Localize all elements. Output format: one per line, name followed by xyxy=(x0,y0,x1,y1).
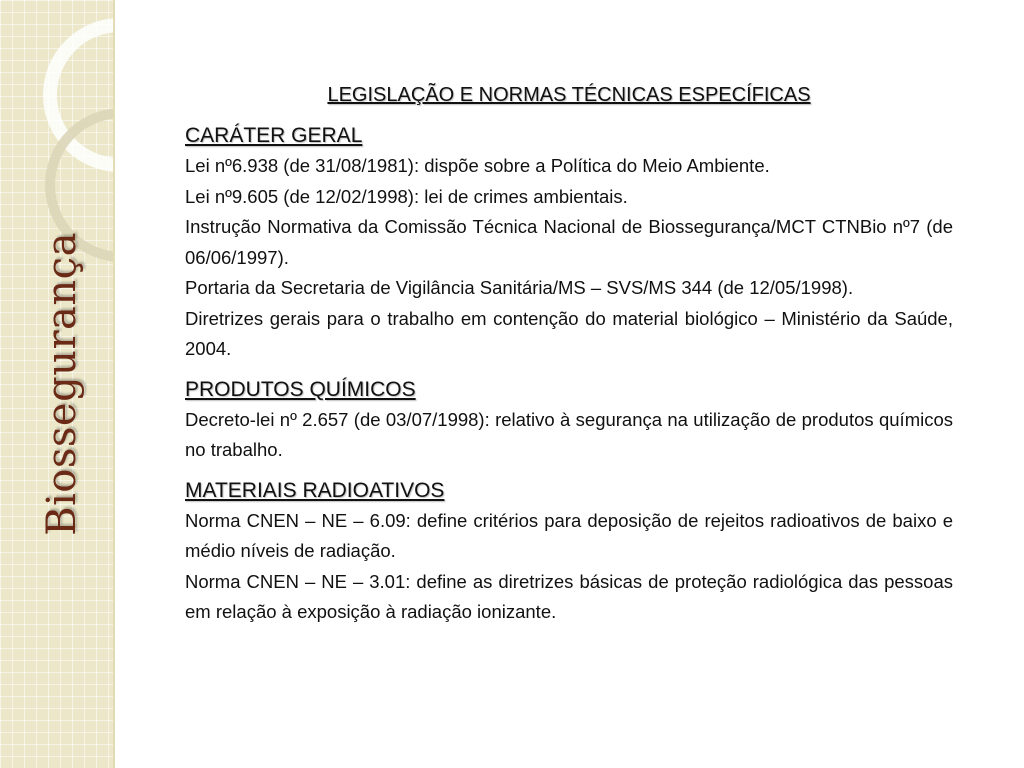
paragraph: Norma CNEN – NE – 3.01: define as diretrizes básicas de proteção radiológica das pessoas em relação à exposição à radiação ionizante. xyxy=(185,570,953,622)
paragraph: Norma CNEN – NE – 6.09: define critérios para deposição de rejeitos radioativos de baixo e médio níveis de radiação. xyxy=(185,509,953,561)
side-band xyxy=(0,0,115,768)
section-general xyxy=(185,121,953,365)
paragraph: Portaria da Secretaria de Vigilância Sanitária/MS – SVS/MS 344 (de 12/05/1998). xyxy=(185,277,854,298)
paragraph: Diretrizes gerais para o trabalho em contenção do material biológico – Ministério da Saúde, 2004. xyxy=(185,307,953,359)
section-title: CARÁTER GERAL xyxy=(185,124,363,147)
paragraph: Lei nº9.605 (de 12/02/1998): lei de crimes ambientais. xyxy=(185,185,628,207)
page-title: LEGISLAÇÃO E NORMAS TÉCNICAS ESPECÍFICAS xyxy=(327,84,811,106)
section-title: PRODUTOS QUÍMICOS xyxy=(185,377,416,401)
section-chemicals xyxy=(185,375,953,466)
section-radioactive xyxy=(185,476,953,628)
paragraph: Lei nº6.938 (de 31/08/1981): dispõe sobre a Política do Meio Ambiente. xyxy=(185,155,770,176)
content-area xyxy=(185,84,953,638)
paragraph: Decreto-lei nº 2.657 (de 03/07/1998): relativo à segurança na utilização de produtos químicos no trabalho. xyxy=(185,408,953,460)
paragraph: Instrução Normativa da Comissão Técnica Nacional de Biossegurança/MCT CTNBio nº7 (de 06/06/1997). xyxy=(185,216,953,268)
side-title: Biossegurança xyxy=(39,232,85,536)
section-title: MATERIAIS RADIOATIVOS xyxy=(185,478,445,502)
